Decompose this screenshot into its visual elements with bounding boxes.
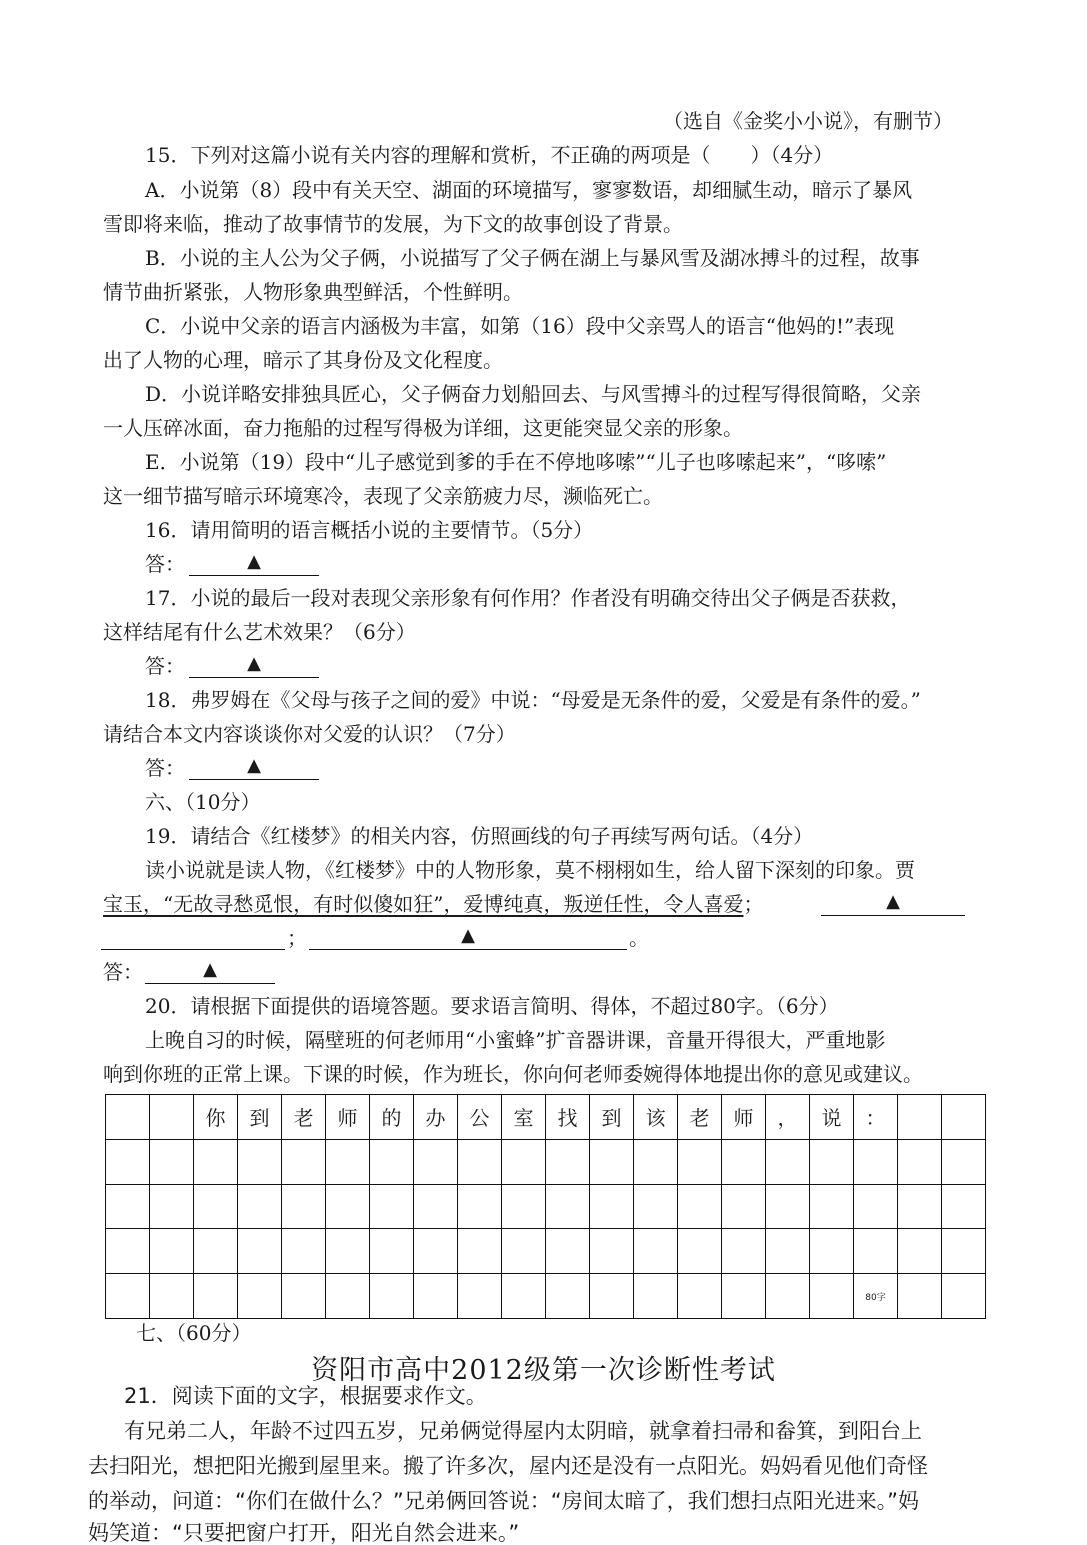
grid-cell[interactable] xyxy=(106,1274,150,1319)
grid-cell[interactable] xyxy=(150,1184,194,1229)
grid-cell[interactable] xyxy=(942,1095,986,1140)
grid-cell[interactable] xyxy=(590,1184,634,1229)
grid-cell[interactable] xyxy=(590,1274,634,1319)
q15-option-e-line2: 这一细节描写暗示环境寒冷，表现了父亲筋疲力尽，濒临死亡。 xyxy=(103,484,663,508)
grid-cell[interactable] xyxy=(150,1229,194,1274)
q19-context-line1: 读小说就是读人物，《红楼梦》中的人物形象，莫不栩栩如生，给人留下深刻的印象。贾 xyxy=(145,858,915,882)
grid-cell[interactable] xyxy=(810,1229,854,1274)
grid-cell[interactable]: 老 xyxy=(282,1095,326,1140)
q21-stem: 21．阅读下面的文字，根据要求作文。 xyxy=(124,1384,487,1408)
grid-cell[interactable] xyxy=(678,1274,722,1319)
q17-stem-line1: 17．小说的最后一段对表现父亲形象有何作用？作者没有明确交待出父子俩是否获救， xyxy=(145,586,911,610)
grid-cell[interactable] xyxy=(942,1229,986,1274)
q18-stem-line1: 18．弗罗姆在《父母与孩子之间的爱》中说：“母爱是无条件的爱，父爱是有条件的爱。” xyxy=(145,688,921,712)
q19-semicolon: ； xyxy=(287,926,307,950)
grid-cell-80-marker[interactable]: 80字 xyxy=(854,1274,898,1319)
grid-cell[interactable] xyxy=(106,1184,150,1229)
grid-cell[interactable] xyxy=(150,1139,194,1184)
grid-cell[interactable] xyxy=(502,1229,546,1274)
q21-material-line3: 的举动，问道：“你们在做什么？”兄弟俩回答说：“房间太暗了，我们想扫点阳光进来。”妈 xyxy=(88,1489,920,1513)
grid-cell[interactable] xyxy=(898,1274,942,1319)
grid-cell[interactable] xyxy=(370,1139,414,1184)
grid-cell[interactable] xyxy=(194,1229,238,1274)
grid-cell[interactable] xyxy=(238,1229,282,1274)
q18-stem-line2: 请结合本文内容谈谈你对父爱的认识？（7分） xyxy=(103,722,516,746)
grid-cell[interactable]: 说 xyxy=(810,1095,854,1140)
q21-material-line1: 有兄弟二人，年龄不过四五岁，兄弟俩觉得屋内太阴暗，就拿着扫帚和畚箕，到阳台上 xyxy=(124,1419,922,1443)
grid-cell[interactable] xyxy=(502,1274,546,1319)
q15-option-d-line1: D．小说详略安排独具匠心，父子俩奋力划船回去、与风雪搏斗的过程写得很简略，父亲 xyxy=(145,382,922,406)
triangle-icon: ▲ xyxy=(203,959,217,980)
grid-cell[interactable] xyxy=(546,1274,590,1319)
grid-cell[interactable] xyxy=(590,1139,634,1184)
grid-cell[interactable] xyxy=(370,1229,414,1274)
triangle-icon: ▲ xyxy=(247,653,261,674)
q19-underlined-example: 宝玉，“无故寻愁觅恨，有时似傻如狂”，爱博纯真，叛逆任性，令人喜爱 xyxy=(103,892,744,916)
q16-answer-blank[interactable] xyxy=(189,551,319,576)
grid-cell[interactable] xyxy=(150,1274,194,1319)
grid-cell[interactable] xyxy=(942,1184,986,1229)
grid-cell[interactable] xyxy=(150,1095,194,1140)
triangle-icon: ▲ xyxy=(461,925,475,946)
grid-cell[interactable]: 老 xyxy=(678,1095,722,1140)
grid-cell[interactable]: 办 xyxy=(414,1095,458,1140)
q20-context-line2: 响到你班的正常上课。下课的时候，作为班长，你向何老师委婉得体地提出你的意见或建议。 xyxy=(103,1062,923,1086)
grid-cell[interactable] xyxy=(766,1139,810,1184)
grid-cell[interactable] xyxy=(898,1139,942,1184)
grid-cell[interactable]: ： xyxy=(854,1095,898,1140)
q19-blank-1[interactable] xyxy=(821,891,965,916)
grid-row xyxy=(106,1095,986,1140)
grid-cell[interactable] xyxy=(678,1139,722,1184)
q18-answer-label: 答： xyxy=(145,756,185,780)
grid-cell[interactable] xyxy=(678,1184,722,1229)
q19-stem: 19．请结合《红楼梦》的相关内容，仿照画线的句子再续写两句话。（4分） xyxy=(145,824,814,848)
grid-cell[interactable] xyxy=(326,1184,370,1229)
grid-cell[interactable] xyxy=(238,1139,282,1184)
grid-cell[interactable] xyxy=(282,1139,326,1184)
grid-cell[interactable] xyxy=(722,1184,766,1229)
grid-cell[interactable]: 师 xyxy=(722,1095,766,1140)
q16-stem: 16．请用简明的语言概括小说的主要情节。（5分） xyxy=(145,518,594,542)
q15-option-c-line2: 出了人物的心理，暗示了其身份及文化程度。 xyxy=(103,348,503,372)
grid-cell[interactable] xyxy=(414,1139,458,1184)
grid-cell[interactable]: 到 xyxy=(590,1095,634,1140)
grid-cell[interactable] xyxy=(326,1229,370,1274)
grid-cell[interactable] xyxy=(898,1095,942,1140)
grid-cell[interactable] xyxy=(854,1139,898,1184)
grid-cell[interactable] xyxy=(722,1139,766,1184)
q20-answer-grid[interactable] xyxy=(105,1094,986,1319)
grid-cell[interactable]: 公 xyxy=(458,1095,502,1140)
q16-answer-label: 答： xyxy=(145,552,185,576)
grid-cell[interactable] xyxy=(458,1274,502,1319)
grid-cell[interactable] xyxy=(414,1274,458,1319)
q15-option-b-line2: 情节曲折紧张，人物形象典型鲜活，个性鲜明。 xyxy=(103,280,523,304)
grid-cell[interactable] xyxy=(458,1139,502,1184)
q15-option-b-line1: B．小说的主人公为父子俩，小说描写了父子俩在湖上与暴风雪及湖冰搏斗的过程，故事 xyxy=(145,246,920,270)
grid-cell[interactable] xyxy=(238,1274,282,1319)
q15-option-a-line2: 雪即将来临，推动了故事情节的发展，为下文的故事创设了背景。 xyxy=(103,212,683,236)
grid-cell[interactable]: 你 xyxy=(194,1095,238,1140)
grid-cell[interactable] xyxy=(810,1139,854,1184)
grid-cell[interactable] xyxy=(546,1184,590,1229)
grid-cell[interactable]: 该 xyxy=(634,1095,678,1140)
grid-cell[interactable]: 师 xyxy=(326,1095,370,1140)
grid-cell[interactable] xyxy=(634,1229,678,1274)
grid-row xyxy=(106,1184,986,1229)
q21-material-line4: 妈笑道：“只要把窗户打开，阳光自然会进来。” xyxy=(88,1521,520,1545)
exam-title: 资阳市高中2012级第一次诊断性考试 xyxy=(311,1355,776,1386)
grid-cell[interactable] xyxy=(414,1229,458,1274)
triangle-icon: ▲ xyxy=(247,551,261,572)
grid-cell[interactable]: 的 xyxy=(370,1095,414,1140)
q19-context-line2 xyxy=(103,892,763,916)
grid-cell[interactable] xyxy=(634,1274,678,1319)
q15-option-c-line1: C．小说中父亲的语言内涵极为丰富，如第（16）段中父亲骂人的语言“他妈的!”表现 xyxy=(145,314,895,338)
grid-cell[interactable] xyxy=(458,1229,502,1274)
grid-cell[interactable] xyxy=(678,1229,722,1274)
grid-cell[interactable] xyxy=(194,1274,238,1319)
grid-cell[interactable] xyxy=(458,1184,502,1229)
q19-separator: ； xyxy=(743,892,764,916)
grid-cell[interactable] xyxy=(326,1274,370,1319)
grid-cell[interactable] xyxy=(326,1139,370,1184)
grid-cell[interactable] xyxy=(722,1229,766,1274)
q17-stem-line2: 这样结尾有什么艺术效果？（6分） xyxy=(103,620,416,644)
grid-cell[interactable] xyxy=(854,1229,898,1274)
q17-answer-label: 答： xyxy=(145,654,185,678)
section-six-heading: 六、（10分） xyxy=(145,790,261,814)
grid-row xyxy=(106,1274,986,1319)
q18-answer-blank[interactable] xyxy=(189,755,319,780)
grid-cell[interactable] xyxy=(282,1184,326,1229)
triangle-icon: ▲ xyxy=(247,755,261,776)
q20-stem: 20．请根据下面提供的语境答题。要求语言简明、得体，不超过80字。（6分） xyxy=(145,994,839,1018)
q15-stem: 15．下列对这篇小说有关内容的理解和赏析，不正确的两项是（ ）（4分） xyxy=(145,143,834,167)
q15-option-a-line1: A．小说第（8）段中有关天空、湖面的环境描写，寥寥数语，却细腻生动，暗示了暴风 xyxy=(145,178,913,202)
grid-cell[interactable] xyxy=(590,1229,634,1274)
q15-option-e-line1: E．小说第（19）段中“儿子感觉到爹的手在不停地哆嗦”“儿子也哆嗦起来”，“哆嗦” xyxy=(145,450,887,474)
grid-cell[interactable] xyxy=(502,1184,546,1229)
grid-cell[interactable] xyxy=(106,1095,150,1140)
grid-cell[interactable] xyxy=(898,1229,942,1274)
grid-cell[interactable] xyxy=(106,1139,150,1184)
grid-cell[interactable]: 室 xyxy=(502,1095,546,1140)
q21-material-line2: 去扫阳光，想把阳光搬到屋里来。搬了许多次，屋内还是没有一点阳光。妈妈看见他们奇怪 xyxy=(88,1454,928,1478)
grid-cell[interactable] xyxy=(106,1229,150,1274)
grid-row xyxy=(106,1229,986,1274)
grid-cell[interactable] xyxy=(766,1274,810,1319)
source-note: （选自《金奖小小说》，有删节） xyxy=(663,109,953,133)
section-seven-heading: 七、（60分） xyxy=(136,1321,252,1345)
grid-cell[interactable]: 找 xyxy=(546,1095,590,1140)
q17-answer-blank[interactable] xyxy=(189,653,319,678)
triangle-icon: ▲ xyxy=(886,891,900,912)
grid-cell[interactable] xyxy=(854,1184,898,1229)
grid-cell[interactable] xyxy=(414,1184,458,1229)
grid-cell[interactable] xyxy=(546,1139,590,1184)
grid-cell[interactable] xyxy=(898,1184,942,1229)
grid-cell[interactable] xyxy=(370,1184,414,1229)
grid-cell[interactable] xyxy=(766,1184,810,1229)
q19-blank-1-continued[interactable] xyxy=(101,925,285,950)
grid-cell[interactable] xyxy=(370,1274,414,1319)
grid-cell[interactable] xyxy=(634,1184,678,1229)
grid-cell[interactable] xyxy=(282,1274,326,1319)
grid-cell[interactable] xyxy=(634,1139,678,1184)
q19-answer-label: 答： xyxy=(103,960,143,984)
grid-cell[interactable] xyxy=(766,1229,810,1274)
grid-row xyxy=(106,1139,986,1184)
grid-cell[interactable] xyxy=(722,1274,766,1319)
q19-period: 。 xyxy=(629,926,649,950)
grid-cell[interactable] xyxy=(810,1274,854,1319)
q15-option-d-line2: 一人压碎冰面，奋力拖船的过程写得极为详细，这更能突显父亲的形象。 xyxy=(103,416,743,440)
grid-cell[interactable] xyxy=(282,1229,326,1274)
grid-cell[interactable] xyxy=(810,1184,854,1229)
q20-context-line1: 上晚自习的时候，隔壁班的何老师用“小蜜蜂”扩音器讲课，音量开得很大，严重地影 xyxy=(145,1028,886,1052)
q19-blank-2[interactable] xyxy=(309,925,627,950)
grid-cell[interactable]: ， xyxy=(766,1095,810,1140)
grid-cell[interactable] xyxy=(546,1229,590,1274)
q19-answer-blank[interactable] xyxy=(145,959,275,984)
grid-cell[interactable] xyxy=(942,1139,986,1184)
grid-cell[interactable] xyxy=(502,1139,546,1184)
grid-cell[interactable]: 到 xyxy=(238,1095,282,1140)
grid-cell[interactable] xyxy=(238,1184,282,1229)
grid-cell[interactable] xyxy=(942,1274,986,1319)
grid-cell[interactable] xyxy=(194,1139,238,1184)
grid-cell[interactable] xyxy=(194,1184,238,1229)
